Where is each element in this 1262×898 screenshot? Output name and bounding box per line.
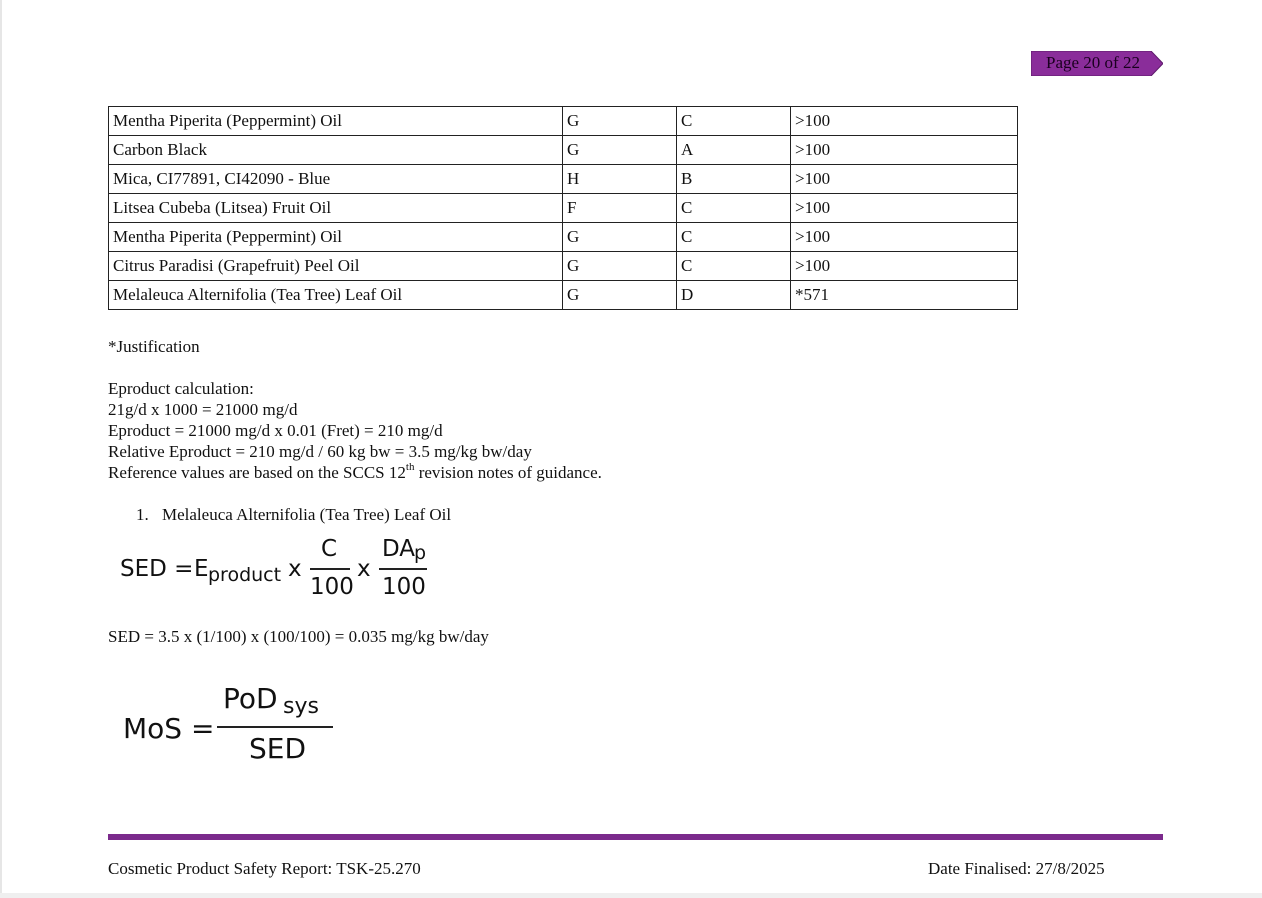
value-cell: >100 <box>791 223 1018 252</box>
sed-e-sub: product <box>208 564 282 586</box>
value-cell: >100 <box>791 136 1018 165</box>
sed-num-2: DA <box>382 536 416 562</box>
mos-num: PoD <box>223 682 278 715</box>
ingredient-name-cell: Citrus Paradisi (Grapefruit) Peel Oil <box>109 252 563 281</box>
column-2-cell: H <box>563 165 677 194</box>
page-edge <box>0 0 2 898</box>
sed-num-2-sub: p <box>414 542 427 564</box>
sed-fraction-bar-2 <box>379 568 427 570</box>
value-cell: >100 <box>791 107 1018 136</box>
mos-den: SED <box>249 732 307 765</box>
ingredient-name-cell: Melaleuca Alternifolia (Tea Tree) Leaf Oil <box>109 281 563 310</box>
column-3-cell: C <box>677 223 791 252</box>
sed-times-2: x <box>357 556 371 582</box>
column-2-cell: G <box>563 107 677 136</box>
sed-e: E <box>194 556 209 582</box>
column-2-cell: G <box>563 252 677 281</box>
sed-result: SED = 3.5 x (1/100) x (100/100) = 0.035 mg/kg bw/day <box>108 627 489 646</box>
mos-num-sub: sys <box>283 694 319 719</box>
table-row <box>109 194 1018 223</box>
sed-formula <box>120 536 440 602</box>
list-number: 1. <box>136 505 149 524</box>
table-row <box>109 223 1018 252</box>
column-3-cell: B <box>677 165 791 194</box>
footer-report-title: Cosmetic Product Safety Report: TSK-25.270 <box>108 859 421 878</box>
column-3-cell: C <box>677 107 791 136</box>
calc-line-1: 21g/d x 1000 = 21000 mg/d <box>108 400 298 419</box>
sed-fraction-bar-1 <box>310 568 350 570</box>
reference-note: Reference values are based on the SCCS 12th revision notes of guidance. <box>108 461 602 482</box>
sed-times-1: x <box>288 556 302 582</box>
mos-fraction-bar <box>217 726 333 728</box>
ingredient-name-cell: Mica, CI77891, CI42090 - Blue <box>109 165 563 194</box>
value-cell: *571 <box>791 281 1018 310</box>
mos-lhs: MoS = <box>123 712 215 745</box>
justification-note: *Justification <box>108 337 200 356</box>
value-cell: >100 <box>791 252 1018 281</box>
mos-formula <box>123 682 343 772</box>
table-row <box>109 107 1018 136</box>
calc-heading: Eproduct calculation: <box>108 379 254 398</box>
sed-den-1: 100 <box>310 574 354 600</box>
column-3-cell: C <box>677 194 791 223</box>
column-2-cell: G <box>563 281 677 310</box>
ingredient-name-cell: Mentha Piperita (Peppermint) Oil <box>109 107 563 136</box>
footer-divider <box>108 834 1163 840</box>
column-3-cell: D <box>677 281 791 310</box>
page-number-badge <box>1031 51 1163 76</box>
column-2-cell: F <box>563 194 677 223</box>
page-number-label: Page 20 of 22 <box>1046 53 1140 72</box>
table-row <box>109 165 1018 194</box>
page-edge-bottom <box>0 893 1262 898</box>
value-cell: >100 <box>791 194 1018 223</box>
table-row <box>109 281 1018 310</box>
table-row <box>109 136 1018 165</box>
ingredients-table <box>108 106 1018 310</box>
ingredient-name-cell: Litsea Cubeba (Litsea) Fruit Oil <box>109 194 563 223</box>
column-3-cell: C <box>677 252 791 281</box>
column-2-cell: G <box>563 223 677 252</box>
calc-line-3: Relative Eproduct = 210 mg/d / 60 kg bw = 3.5 mg/kg bw/day <box>108 442 532 461</box>
footer-date: Date Finalised: 27/8/2025 <box>928 859 1105 878</box>
value-cell: >100 <box>791 165 1018 194</box>
ingredient-name-cell: Carbon Black <box>109 136 563 165</box>
calc-line-2: Eproduct = 21000 mg/d x 0.01 (Fret) = 210 mg/d <box>108 421 443 440</box>
table-row <box>109 252 1018 281</box>
sed-den-2: 100 <box>382 574 426 600</box>
column-3-cell: A <box>677 136 791 165</box>
list-item: Melaleuca Alternifolia (Tea Tree) Leaf Oil <box>162 505 452 524</box>
sed-num-1: C <box>321 536 338 562</box>
ingredient-name-cell: Mentha Piperita (Peppermint) Oil <box>109 223 563 252</box>
column-2-cell: G <box>563 136 677 165</box>
sed-lhs: SED = <box>120 556 194 582</box>
